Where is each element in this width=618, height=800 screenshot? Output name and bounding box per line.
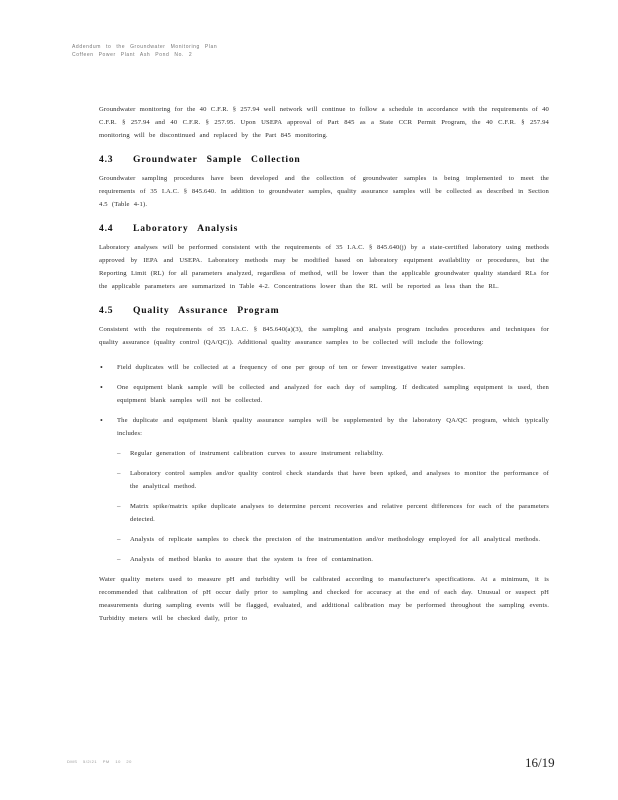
bullet-icon: • [100, 363, 103, 372]
dash-icon: – [117, 469, 121, 477]
section-title: Groundwater Sample Collection [133, 154, 301, 165]
footer-stamp: DMS 5/2/21 PM 10 20 [67, 759, 132, 764]
header-line-2: Coffeen Power Plant Ash Pond No. 2 [72, 52, 193, 58]
section-number: 4.3 [99, 154, 114, 165]
list-item-text: Field duplicates will be collected at a frequency of one per group of ten or fewer investigative water samples. [117, 364, 466, 371]
section-heading-quality-assurance [99, 305, 549, 316]
list-item [99, 381, 549, 407]
dash-icon: – [117, 535, 121, 543]
list-item-text: Analysis of method blanks to assure that the system is free of contamination. [130, 556, 374, 563]
bullet-icon: • [100, 416, 103, 425]
quality-assurance-paragraph: Consistent with the requirements of 35 I.A.C. § 845.640(a)(3), the sampling and analysis program includes procedures and techniques for quality assurance (quality control (QA/QC)). Additional quality assurance samples to be collected will include the following: [99, 326, 549, 346]
list-item-text: Laboratory control samples and/or quality control check standards that have been spiked, and analyses to monitor the performance of the analytical method. [130, 470, 549, 490]
list-item [117, 500, 549, 526]
header-line-1: Addendum to the Groundwater Monitoring Plan [72, 44, 218, 50]
dash-icon: – [117, 555, 121, 563]
page-number: 16/19 [525, 755, 555, 770]
list-item-text: One equipment blank sample will be collected and analyzed for each day of sampling. If dedicated sampling equipment is used, then equipment blank samples will not be collected. [117, 384, 549, 404]
lab-qaqc-list [117, 447, 549, 566]
list-item [117, 553, 549, 566]
laboratory-analysis-paragraph: Laboratory analyses will be performed consistent with the requirements of 35 I.A.C. § 845.640(j) by a state-certified laboratory using methods approved by IEPA and USEPA. Laboratory methods may be modified based on laboratory equipment availability or procedures, but the Reporting Limit (RL) for all parameters analyzed, regardless of method, will be lower than the applicable groundwater quality standard RLs for the applicable parameters are summarized in Table 4-2. Concentrations lower than the RL will be reported as less than the RL. [99, 244, 549, 290]
section-title: Quality Assurance Program [133, 305, 280, 316]
list-item-text: Matrix spike/matrix spike duplicate analyses to determine percent recoveries and relative percent differences for each of the parameters detected. [130, 503, 549, 523]
running-header [72, 43, 372, 59]
list-item [117, 533, 549, 546]
section-heading-laboratory-analysis [99, 223, 549, 234]
dash-icon: – [117, 502, 121, 510]
section-number: 4.5 [99, 305, 114, 316]
qa-sample-list [99, 361, 549, 566]
section-title: Laboratory Analysis [133, 223, 239, 234]
closing-paragraph: Water quality meters used to measure pH and turbidity will be calibrated according to manufacturer's specifications. At a minimum, it is recommended that calibration of pH occur daily prior to sampling and checked for accuracy at the end of each day. Unusual or suspect pH measurements during sampling events will be flagged, evaluated, and additional calibration may be performed throughout the sampling events. Turbidity meters will be checked daily, prior to [99, 576, 549, 622]
sample-collection-paragraph: Groundwater sampling procedures have been developed and the collection of groundwater samples is being implemented to meet the requirements of 35 I.A.C. § 845.640. In addition to groundwater samples, quality assurance samples will be collected as described in Section 4.5 (Table 4-1). [99, 175, 549, 208]
list-item [99, 414, 549, 566]
page-content [99, 103, 549, 637]
list-item-text: Regular generation of instrument calibration curves to assure instrument reliability. [130, 450, 384, 457]
list-item [117, 447, 549, 460]
section-number: 4.4 [99, 223, 114, 234]
bullet-icon: • [100, 383, 103, 392]
list-item-text: Analysis of replicate samples to check the precision of the instrumentation and/or methodology employed for all analytical methods. [130, 536, 541, 543]
intro-paragraph: Groundwater monitoring for the 40 C.F.R. § 257.94 well network will continue to follow a schedule in accordance with the requirements of 40 C.F.R. § 257.94 and 40 C.F.R. § 257.95. Upon USEPA approval of Part 845 as a State CCR Permit Program, the 40 C.F.R. § 257.94 monitoring will be discontinued and replaced by the Part 845 monitoring. [99, 106, 549, 139]
list-item [99, 361, 549, 374]
dash-icon: – [117, 449, 121, 457]
section-heading-sample-collection [99, 154, 549, 165]
list-item-text: The duplicate and equipment blank quality assurance samples will be supplemented by the laboratory QA/QC program, which typically includes: [117, 417, 549, 437]
list-item [117, 467, 549, 493]
